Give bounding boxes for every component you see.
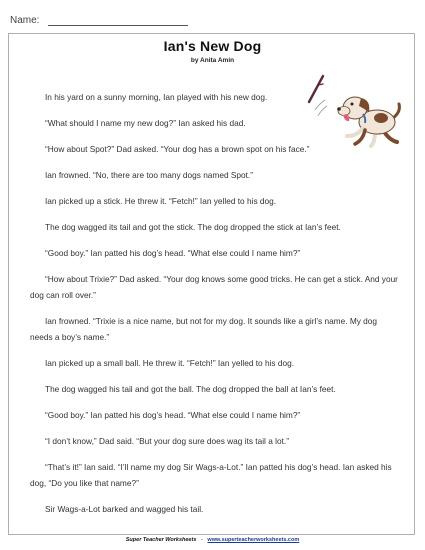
story-paragraph: Sir Wags-a-Lot barked and wagged his tail. xyxy=(45,504,204,514)
story-byline: by Anita Amin xyxy=(190,57,235,64)
story-paragraph: In his yard on a sunny morning, Ian played with his new dog. xyxy=(45,92,268,102)
name-label: Name: xyxy=(10,15,40,26)
footer-separator: - xyxy=(200,537,203,543)
story-paragraph: “That’s it!” Ian said. “I’ll name my dog Sir Wags-a-Lot.” Ian patted his dog’s head. Ian asked his dog, “Do you like that name?” xyxy=(30,462,392,488)
story-paragraph: “How about Trixie?” Dad asked. “Your dog knows some good tricks. He can get a stick. And your dog can roll over.” xyxy=(30,274,398,300)
story-paragraph: “What should I name my new dog?” Ian asked his dad. xyxy=(45,118,246,128)
page-footer xyxy=(0,537,425,543)
story-paragraph: Ian frowned. “Trixie is a nice name, but not for my dog. It sounds like a girl’s name. My dog needs a boy’s name.” xyxy=(30,316,378,342)
name-blank-line xyxy=(48,25,188,26)
story-paragraph: “Good boy.” Ian patted his dog’s head. “What else could I name him?” xyxy=(45,410,301,420)
story-paragraph: The dog wagged its tail and got the stick. The dog dropped the stick at Ian’s feet. xyxy=(45,222,341,232)
story-paragraph: “I don’t know,” Dad said. “But your dog sure does wag its tail a lot.” xyxy=(45,436,289,446)
story-paragraph: “Good boy.” Ian patted his dog’s head. “What else could I name him?” xyxy=(45,248,301,258)
story-paragraph: Ian picked up a stick. He threw it. “Fetch!” Ian yelled to his dog. xyxy=(45,196,277,206)
story-paragraph: Ian picked up a small ball. He threw it. “Fetch!” Ian yelled to his dog. xyxy=(45,358,295,368)
footer-url-link[interactable]: www.superteacherworksheets.com xyxy=(207,537,300,543)
story-paragraph: The dog wagged his tail and got the ball. The dog dropped the ball at Ian’s feet. xyxy=(45,384,336,394)
story-title: Ian's New Dog xyxy=(163,38,262,54)
story-paragraph: “How about Spot?” Dad asked. “Your dog has a brown spot on his face.” xyxy=(45,144,310,154)
story-text xyxy=(30,89,400,527)
footer-brand: Super Teacher Worksheets xyxy=(125,537,197,543)
story-paragraph: Ian frowned. “No, there are too many dogs named Spot.” xyxy=(45,170,253,180)
